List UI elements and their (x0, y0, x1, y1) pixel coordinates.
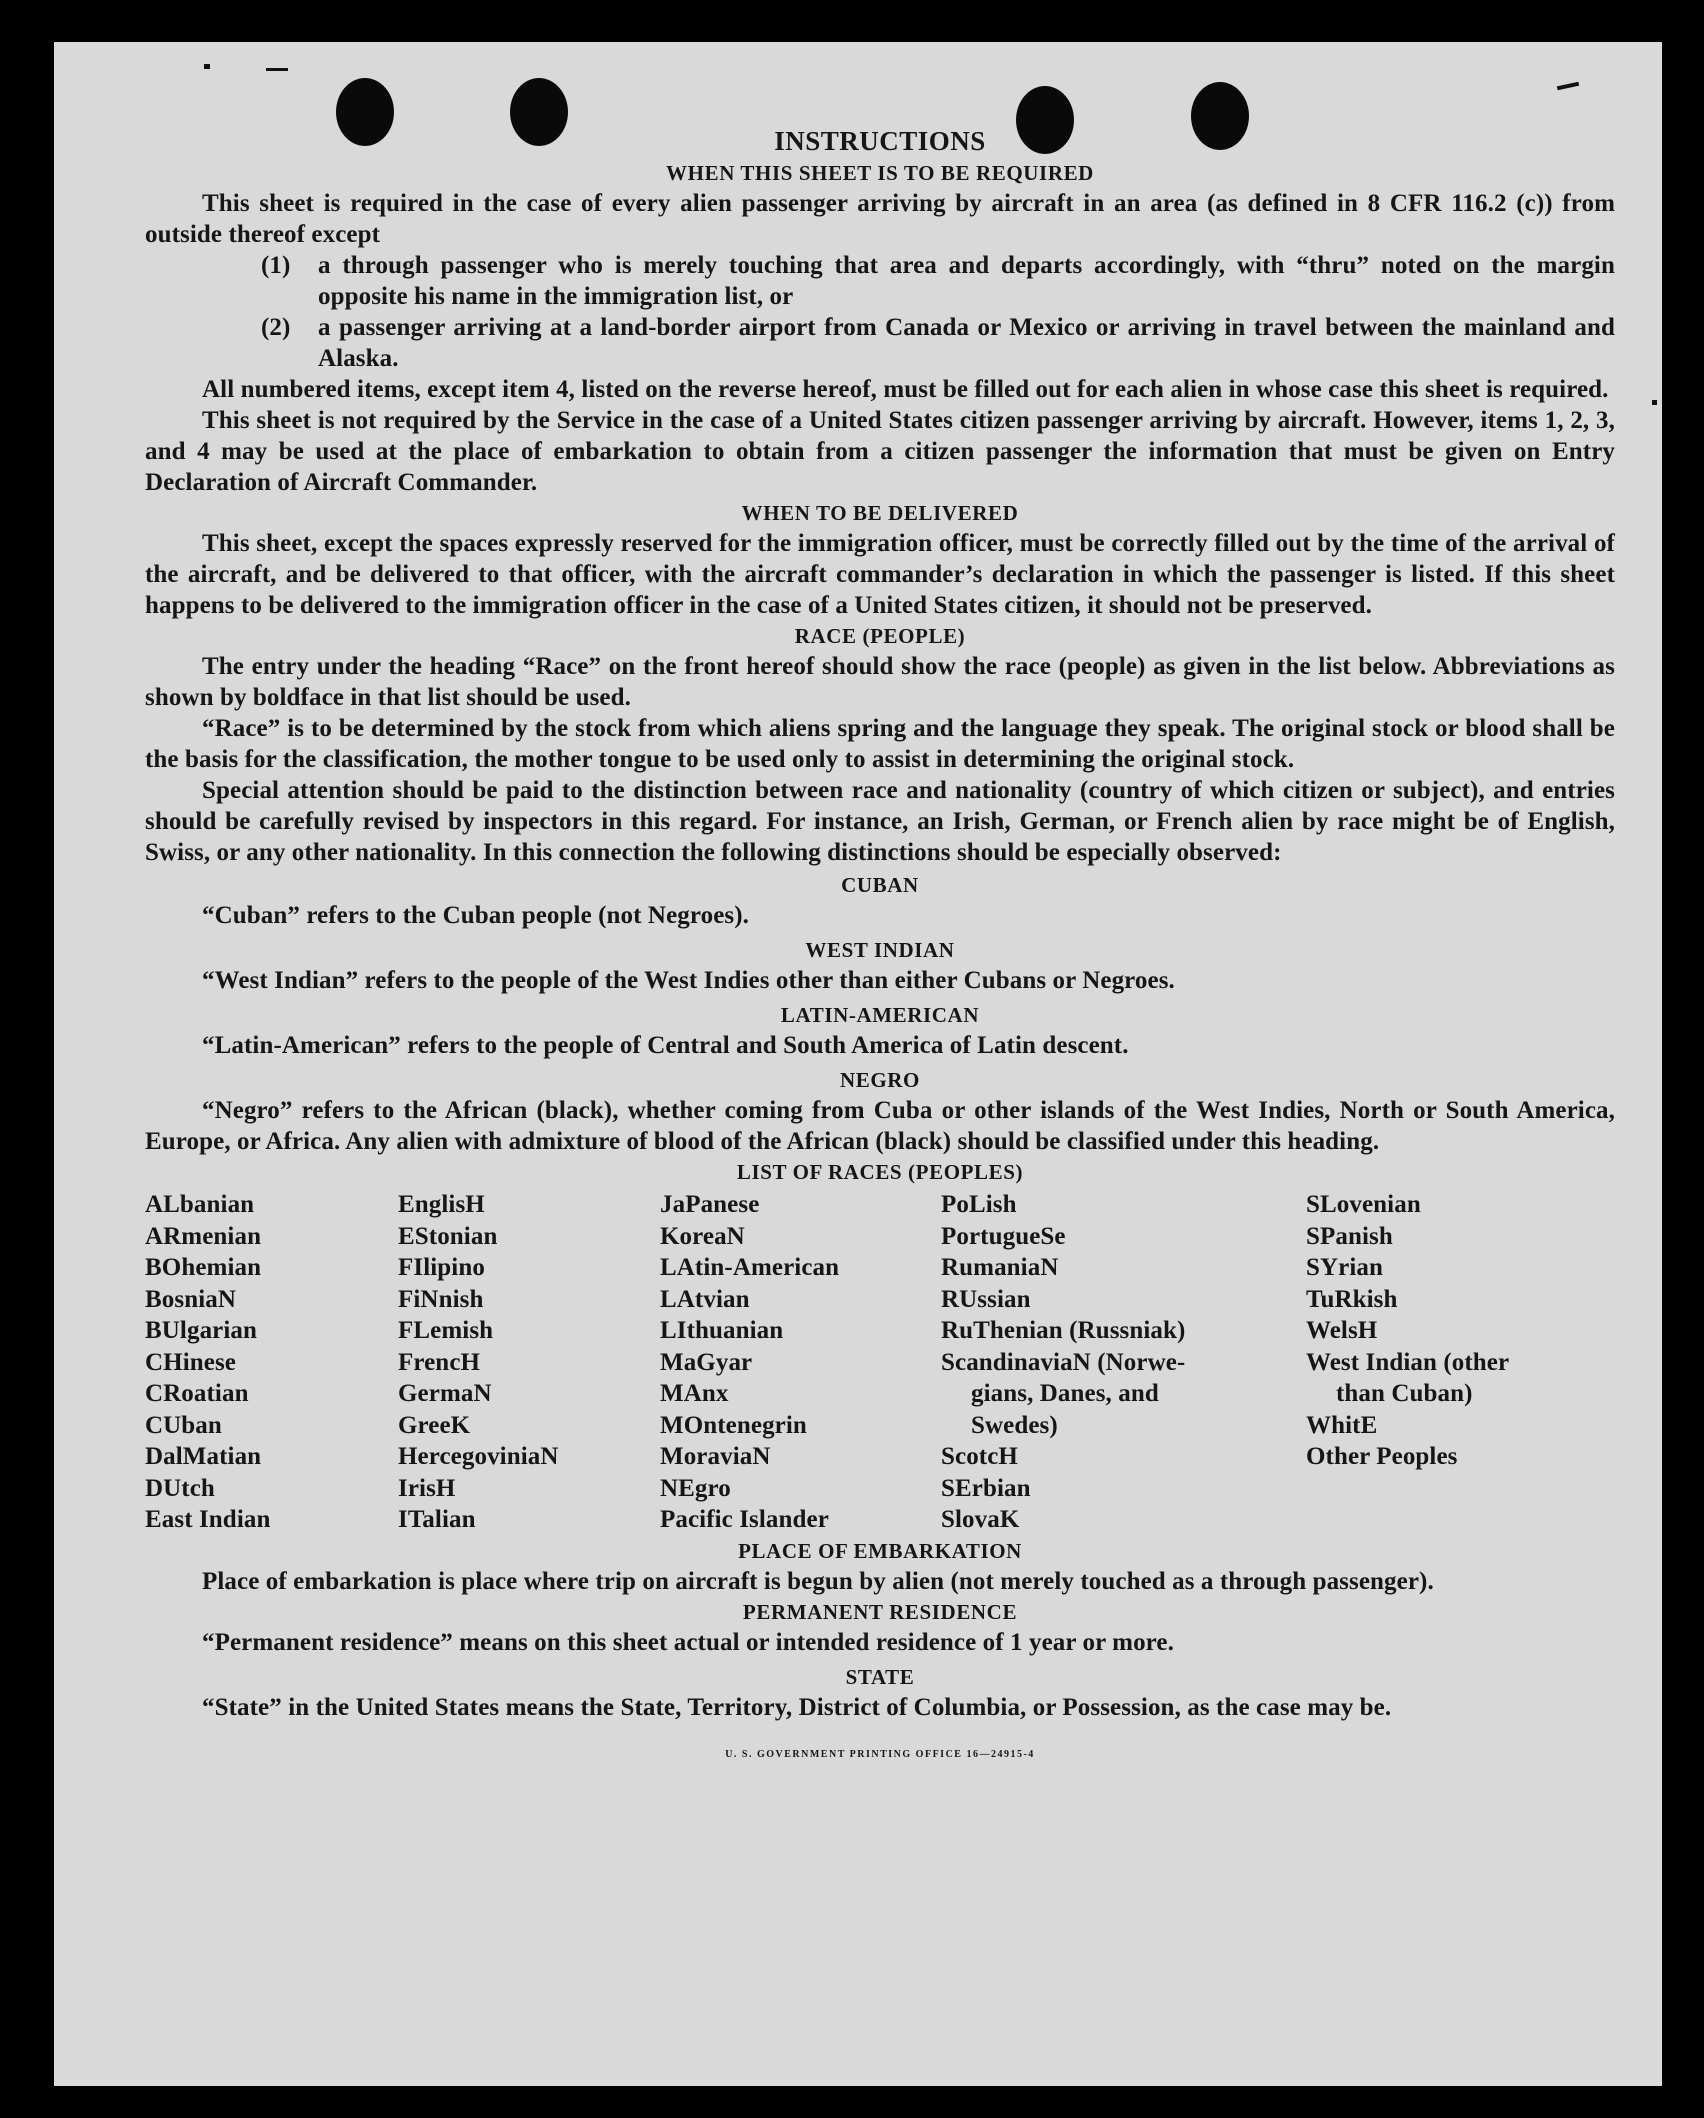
race-entry: HercegoviniaN (398, 1443, 559, 1470)
section-heading: WHEN TO BE DELIVERED (741, 501, 1019, 525)
paragraph: This sheet, except the spaces expressly reserved for the immigration officer, must be correctly filled out by the time of the arrival of the aircraft, and be delivered to that officer, with the aircraft commander’s declaration in which the passenger is listed. If this sheet happens to be delivered to the immigration officer in the case of a United States citizen, it should not be preserved. (145, 530, 1615, 619)
race-entry: FLemish (398, 1317, 494, 1344)
paragraph: “State” in the United States means the State, Territory, District of Columbia, or Possession, as the case may be. (202, 1693, 1392, 1721)
race-entry: DalMatian (145, 1443, 262, 1470)
scan-speck (266, 68, 288, 71)
race-entry: RuThenian (Russniak) (941, 1317, 1186, 1344)
section-heading: NEGRO (839, 1068, 920, 1092)
race-entry: FiNnish (398, 1285, 484, 1313)
paragraph: “Race” is to be determined by the stock from which aliens spring and the language they speak. The original stock or blood shall be the basis for the classification, the mother tongue to be used only to assist in determining the original stock. (145, 715, 1615, 773)
race-entry: RumaniaN (941, 1254, 1059, 1281)
race-entry: ScandinaviaN (Norwe- (941, 1348, 1186, 1376)
scan-speck (1557, 82, 1579, 90)
race-column (398, 1189, 660, 1536)
race-entry: EnglisH (398, 1191, 485, 1218)
race-entry: BUlgarian (145, 1317, 258, 1344)
race-entry: SlovaK (941, 1506, 1020, 1533)
section-heading: PERMANENT RESIDENCE (742, 1599, 1018, 1624)
instructions-content (145, 124, 1615, 1770)
race-entry: SYrian (1306, 1254, 1384, 1281)
paragraph: “Cuban” refers to the Cuban people (not Negroes). (202, 902, 750, 929)
item-text: a passenger arriving at a land-border airport from Canada or Mexico or arriving in travel between the mainland and Alaska. (318, 314, 1615, 372)
item-number: (1) (261, 252, 291, 279)
race-entry: CRoatian (145, 1380, 249, 1407)
race-column (1306, 1189, 1606, 1536)
race-entry: Swedes) (971, 1411, 1058, 1439)
race-entry: WhitE (1306, 1411, 1378, 1439)
race-entry: BosniaN (145, 1285, 237, 1313)
race-list (145, 1189, 1615, 1536)
race-entry: LAtvian (660, 1285, 750, 1313)
paragraph: All numbered items, except item 4, listed on the reverse hereof, must be filled out for each alien in whose case this sheet is required. (202, 376, 1609, 403)
race-entry: ScotcH (941, 1443, 1018, 1470)
paragraph: This sheet is not required by the Service in the case of a United States citizen passenger arriving by aircraft. However, items 1, 2, 3, and 4 may be used at the place of embarkation to obtain from a citizen passenger the information that must be given on Entry Declaration of Aircraft Commander. (145, 407, 1615, 496)
item-number: (2) (261, 314, 291, 341)
list-item (145, 312, 1615, 374)
paragraph: Special attention should be paid to the distinction between race and nationality (country of which citizen or subject), and entries should be carefully revised by inspectors in this regard. For instance, an Irish, German, or French alien by race might be of English, Swiss, or any other nationality. In this connection the following distinctions should be especially observed: (145, 777, 1615, 866)
paragraph: This sheet is required in the case of every alien passenger arriving by aircraft in an area (as defined in 8 CFR 116.2 (c)) from outside thereof except (145, 190, 1615, 248)
race-entry: ITalian (398, 1506, 476, 1533)
race-entry: NEgro (660, 1474, 731, 1502)
race-entry: Pacific Islander (660, 1506, 829, 1533)
race-entry: GreeK (398, 1411, 471, 1439)
race-entry: MoraviaN (660, 1443, 771, 1470)
race-entry: LIthuanian (660, 1317, 784, 1344)
race-entry: EStonian (398, 1222, 498, 1250)
scan-speck (204, 64, 210, 69)
section-heading: LATIN-AMERICAN (780, 1003, 980, 1027)
paragraph: The entry under the heading “Race” on the front hereof should show the race (people) as given in the list below. Abbreviations as shown by boldface in that list should be used. (145, 653, 1615, 711)
race-entry: Other Peoples (1306, 1443, 1458, 1470)
race-entry: SPanish (1306, 1222, 1393, 1250)
race-entry: ALbanian (145, 1191, 255, 1218)
race-entry: JaPanese (660, 1191, 760, 1218)
item-text: a through passenger who is merely touching that area and departs accordingly, with “thru” noted on the margin opposite his name in the immigration list, or (318, 252, 1615, 310)
race-entry: LAtin-American (660, 1254, 840, 1281)
race-entry: PortugueSe (941, 1222, 1066, 1250)
section-heading: WHEN THIS SHEET IS TO BE REQUIRED (666, 161, 1094, 185)
document-page (54, 42, 1662, 2086)
race-column (941, 1189, 1306, 1536)
scan-speck (1652, 400, 1657, 405)
list-item (145, 250, 1615, 312)
race-entry: TuRkish (1306, 1285, 1398, 1313)
race-entry: GermaN (398, 1380, 492, 1407)
paragraph: “West Indian” refers to the people of the West Indies other than either Cubans or Negroes. (202, 967, 1175, 994)
race-entry: KoreaN (660, 1222, 745, 1250)
race-entry: gians, Danes, and (971, 1380, 1159, 1407)
printer-imprint: U. S. GOVERNMENT PRINTING OFFICE 16—24915-4 (725, 1748, 1035, 1760)
section-heading: LIST OF RACES (PEOPLES) (736, 1160, 1024, 1184)
race-entry: SLovenian (1306, 1191, 1421, 1218)
section-heading: PLACE OF EMBARKATION (738, 1538, 1022, 1563)
race-entry: MAnx (660, 1380, 729, 1407)
race-entry: ARmenian (145, 1222, 262, 1250)
race-entry: MOntenegrin (660, 1411, 807, 1439)
race-entry: than Cuban) (1336, 1380, 1473, 1407)
race-entry: DUtch (145, 1474, 215, 1502)
section-heading: STATE (845, 1664, 915, 1689)
paragraph: Place of embarkation is place where trip on aircraft is begun by alien (not merely touched as a through passenger). (202, 1567, 1434, 1595)
race-entry: IrisH (398, 1474, 456, 1502)
race-entry: FrencH (398, 1348, 481, 1376)
paragraph: “Latin-American” refers to the people of Central and South America of Latin descent. (202, 1032, 1129, 1059)
race-entry: CUban (145, 1411, 222, 1439)
section-heading: RACE (PEOPLE) (794, 624, 966, 648)
race-entry: FIlipino (398, 1254, 485, 1281)
race-entry: CHinese (145, 1348, 236, 1376)
race-entry: SErbian (941, 1474, 1031, 1502)
race-entry: East Indian (145, 1506, 271, 1533)
race-entry: WelsH (1306, 1317, 1378, 1344)
paragraph: “Permanent residence” means on this sheet actual or intended residence of 1 year or more. (202, 1628, 1174, 1656)
race-entry: West Indian (other (1306, 1348, 1510, 1376)
race-entry: PoLish (941, 1191, 1017, 1218)
page-title: INSTRUCTIONS (774, 126, 986, 156)
race-entry: RUssian (941, 1285, 1031, 1313)
race-column (660, 1189, 941, 1536)
paragraph: “Negro” refers to the African (black), whether coming from Cuba or other islands of the West Indies, North or South America, Europe, or Africa. Any alien with admixture of blood of the African (black) should be classified under this heading. (145, 1097, 1615, 1155)
race-entry: BOhemian (145, 1254, 262, 1281)
section-heading: CUBAN (841, 873, 919, 897)
race-entry: MaGyar (660, 1348, 753, 1376)
section-heading: WEST INDIAN (805, 938, 955, 962)
race-column (145, 1189, 398, 1536)
